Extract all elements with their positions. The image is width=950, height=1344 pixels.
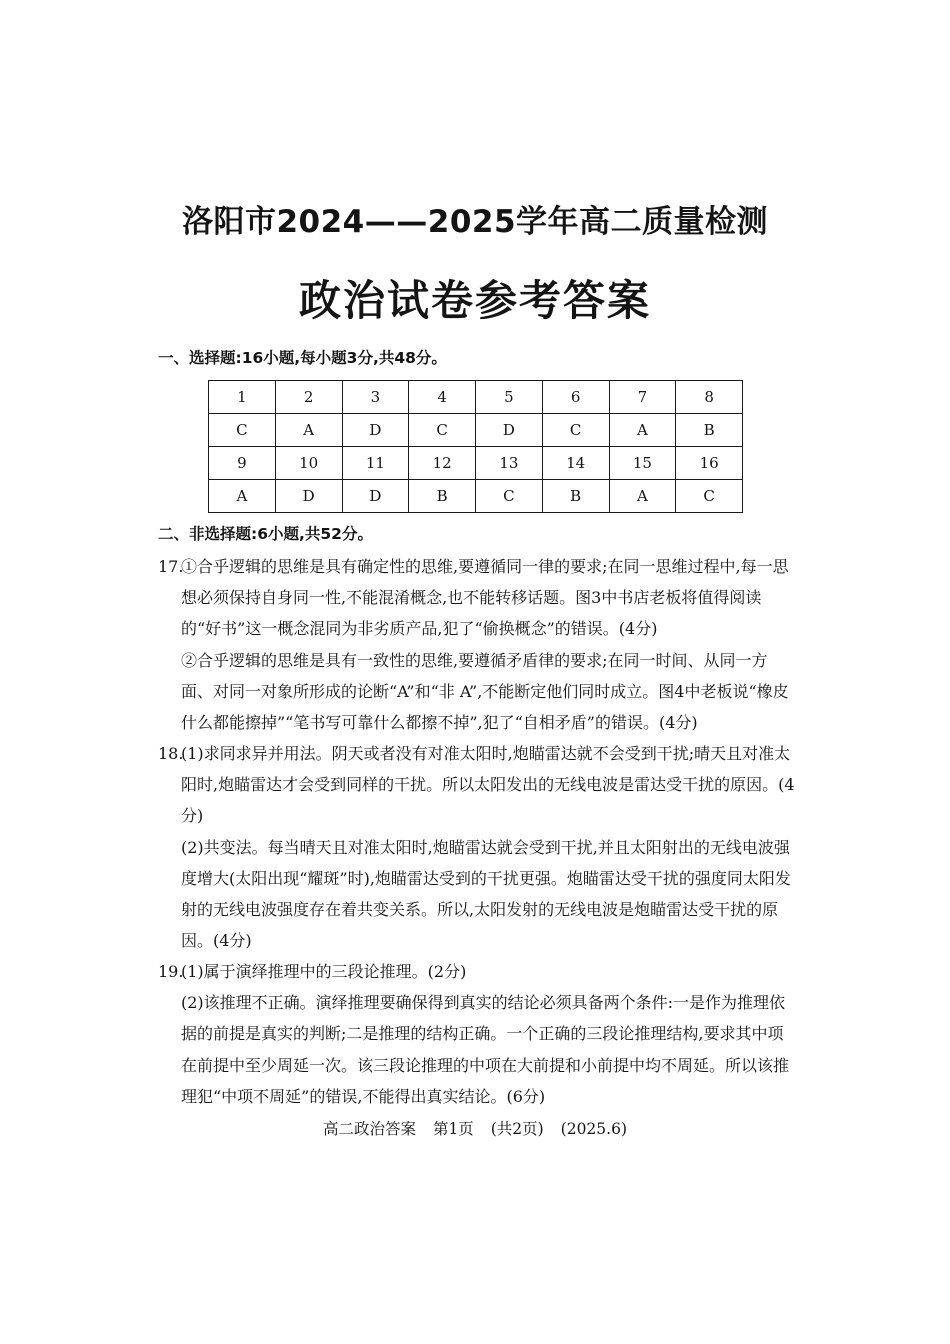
table-cell: 3 xyxy=(342,381,409,414)
section2-heading: 二、非选择题:6小题,共52分。 xyxy=(158,525,373,543)
table-cell: 8 xyxy=(676,381,743,414)
answer-table xyxy=(208,380,743,513)
table-cell: A xyxy=(609,480,676,513)
answer-paragraph: (1)属于演绎推理中的三段论推理。(2分) xyxy=(181,962,467,981)
footer-date: (2025.6) xyxy=(560,1120,627,1138)
table-cell: 11 xyxy=(342,447,409,480)
table-cell: 7 xyxy=(609,381,676,414)
table-cell: 5 xyxy=(476,381,543,414)
answer-paragraph: (2)共变法。每当晴天且对准太阳时,炮瞄雷达就会受到干扰,并且太阳射出的无线电波强度增大(太阳出现“耀斑”时),炮瞄雷达受到的干扰更强。炮瞄雷达受干扰的强度同太阳发射的无线电波强度存在着共变关系。所以,太阳发射的无线电波是炮瞄雷达受干扰的原因。(4分) xyxy=(181,837,791,951)
table-cell: 4 xyxy=(409,381,476,414)
table-cell: A xyxy=(609,414,676,447)
table-cell: 13 xyxy=(476,447,543,480)
table-cell: D xyxy=(342,480,409,513)
table-cell: 10 xyxy=(275,447,342,480)
question-number: 17. xyxy=(158,557,184,576)
footer-page-number: 第1页 xyxy=(432,1120,474,1138)
table-cell: B xyxy=(542,480,609,513)
table-cell: D xyxy=(476,414,543,447)
answer-paragraph: (1)求同求异并用法。阴天或者没有对准太阳时,炮瞄雷达就不会受到干扰;晴天且对准太阳时,炮瞄雷达才会受到同样的干扰。所以太阳发出的无线电波是雷达受干扰的原因。(4分) xyxy=(181,744,795,826)
document-title: 洛阳市2024——2025学年高二质量检测 xyxy=(181,204,769,240)
table-cell: 15 xyxy=(609,447,676,480)
document-subtitle: 政治试卷参考答案 xyxy=(298,276,651,325)
table-cell: 6 xyxy=(542,381,609,414)
table-cell: 9 xyxy=(209,447,276,480)
question-18 xyxy=(158,738,798,956)
table-cell: 14 xyxy=(542,447,609,480)
table-cell: A xyxy=(275,414,342,447)
footer-doc-name: 高二政治答案 xyxy=(322,1120,416,1138)
table-row xyxy=(209,480,743,513)
question-17 xyxy=(158,551,798,738)
table-cell: 16 xyxy=(676,447,743,480)
page-footer xyxy=(0,1117,950,1139)
table-cell: C xyxy=(676,480,743,513)
table-cell: 12 xyxy=(409,447,476,480)
footer-page-total: (共2页) xyxy=(490,1120,544,1138)
table-cell: C xyxy=(542,414,609,447)
table-row xyxy=(209,381,743,414)
answer-paragraph: ②合乎逻辑的思维是具有一致性的思维,要遵循矛盾律的要求;在同一时间、从同一方面、对同一对象所形成的论断“A”和“非 A”,不能断定他们同时成立。图4中老板说“橡皮什么都能擦掉”“笔书写可靠什么都擦不掉”,犯了“自相矛盾”的错误。(4分) xyxy=(181,650,789,733)
table-cell: A xyxy=(209,480,276,513)
answer-paragraph: ①合乎逻辑的思维是具有确定性的思维,要遵循同一律的要求;在同一思维过程中,每一思想必须保持自身同一性,不能混淆概念,也不能转移话题。图3中书店老板将值得阅读的“好书”这一概念混同为非劣质产品,犯了“偷换概念”的错误。(4分) xyxy=(181,557,789,639)
table-cell: B xyxy=(676,414,743,447)
table-cell: 1 xyxy=(209,381,276,414)
question-number: 19. xyxy=(158,962,184,981)
table-cell: D xyxy=(342,414,409,447)
question-19 xyxy=(158,956,798,1112)
table-row xyxy=(209,414,743,447)
question-number: 18. xyxy=(158,744,184,763)
table-row xyxy=(209,447,743,480)
table-cell: C xyxy=(209,414,276,447)
section1-heading: 一、选择题:16小题,每小题3分,共48分。 xyxy=(158,349,447,367)
table-cell: D xyxy=(275,480,342,513)
answer-paragraph: (2)该推理不正确。演绎推理要确保得到真实的结论必须具备两个条件:一是作为推理依据的前提是真实的判断;二是推理的结构正确。一个正确的三段论推理结构,要求其中项在前提中至少周延一次。该三段论推理的中项在大前提和小前提中均不周延。所以该推理犯“中项不周延”的错误,不能得出真实结论。(6分) xyxy=(181,993,790,1106)
table-cell: C xyxy=(476,480,543,513)
table-cell: 2 xyxy=(275,381,342,414)
table-cell: B xyxy=(409,480,476,513)
table-cell: C xyxy=(409,414,476,447)
